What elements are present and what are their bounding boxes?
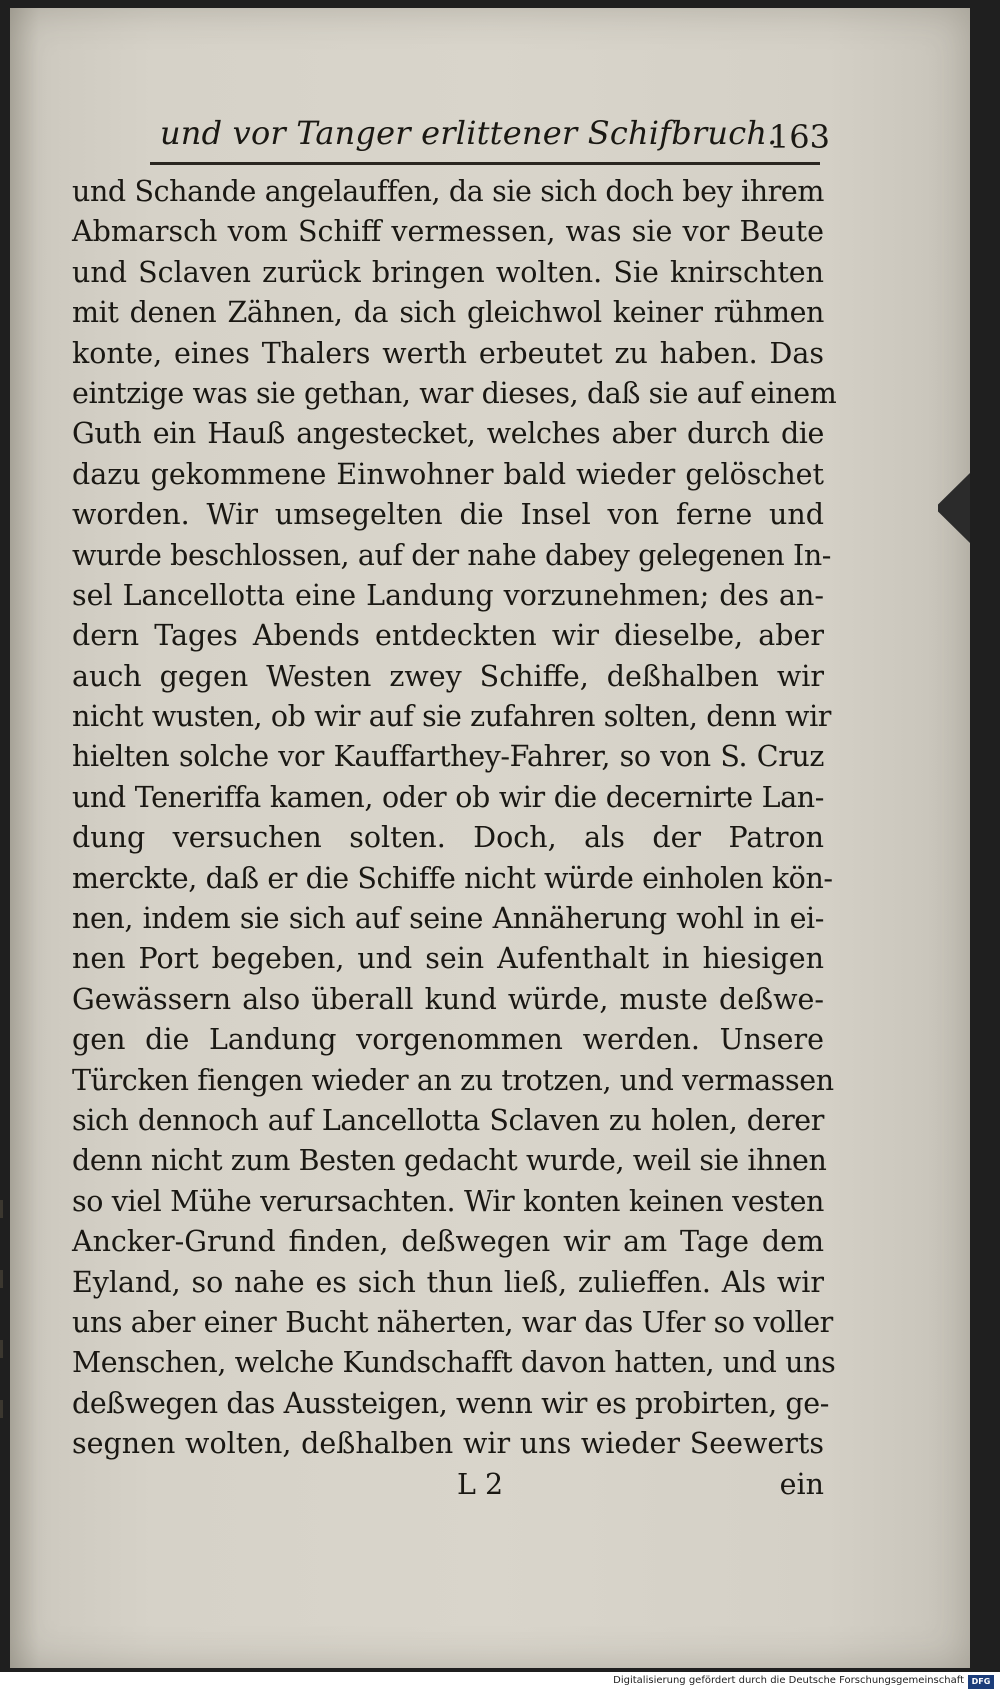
- text-line: sich dennoch auf Lancellotta Sclaven zu holen, derer: [72, 1103, 824, 1137]
- text-line: worden. Wir umsegelten die Insel von ferne und: [72, 498, 824, 532]
- text-line: merckte, daß er die Schiffe nicht würde einholen kön-: [72, 861, 833, 895]
- header-rule: [150, 162, 820, 165]
- text-line: Türcken fiengen wieder an zu trotzen, und vermassen: [72, 1063, 834, 1097]
- text-line: dern Tages Abends entdeckten wir dieselbe, aber: [72, 619, 824, 653]
- text-line: dung versuchen solten. Doch, als der Patron: [72, 821, 824, 855]
- text-line: Guth ein Hauß angestecket, welches aber durch die: [72, 417, 824, 451]
- signature-mark: L 2: [457, 1468, 504, 1501]
- text-line: eintzige was sie gethan, war dieses, daß sie auf einem: [72, 376, 837, 410]
- running-title: und vor Tanger erlittener Schifbruch.: [160, 114, 778, 152]
- text-line: und Sclaven zurück bringen wolten. Sie knirschten: [72, 255, 824, 289]
- page-footer: [72, 1468, 824, 1508]
- text-line: auch gegen Westen zwey Schiffe, deßhalben wir: [72, 659, 824, 693]
- text-line: und Schande angelauffen, da sie sich doch bey ihrem: [72, 175, 824, 208]
- text-line: denn nicht zum Besten gedacht wurde, weil sie ihnen: [72, 1144, 827, 1178]
- text-line: Eyland, so nahe es sich thun ließ, zulieffen. Als wir: [72, 1265, 824, 1299]
- body-text: [72, 172, 837, 1465]
- text-line: segnen wolten, deßhalben wir uns wieder Seewerts: [72, 1427, 824, 1461]
- page-clip-tab: [938, 473, 970, 543]
- text-line: gen die Landung vorgenommen werden. Unsere: [72, 1023, 824, 1057]
- digitization-credit-bar: [0, 1672, 1000, 1693]
- text-line: uns aber einer Bucht näherten, war das Ufer so voller: [72, 1305, 833, 1339]
- catchword: ein: [779, 1468, 824, 1501]
- text-line: nicht wusten, ob wir auf sie zufahren solten, denn wir: [72, 700, 832, 734]
- text-line: Menschen, welche Kundschafft davon hatten, und uns: [72, 1346, 836, 1380]
- text-line: nen Port begeben, und sein Aufenthalt in hiesigen: [72, 942, 824, 976]
- text-line: und Teneriffa kamen, oder ob wir die decernirte Lan-: [72, 780, 824, 814]
- text-line: sel Lancellotta eine Landung vorzunehmen; des an-: [72, 578, 824, 612]
- text-line: hielten solche vor Kauffarthey-Fahrer, so von S. Cruz: [72, 740, 824, 774]
- binding-edge-marks: [0, 1200, 8, 1460]
- credit-text: Digitalisierung gefördert durch die Deutsche Forschungsgemeinschaft: [613, 1675, 964, 1686]
- text-line: dazu gekommene Einwohner bald wieder gelöschet: [72, 457, 824, 491]
- text-line: nen, indem sie sich auf seine Annäherung wohl in ei-: [72, 902, 824, 936]
- text-line: mit denen Zähnen, da sich gleichwol keiner rühmen: [72, 296, 824, 330]
- dfg-logo: DFG: [968, 1675, 994, 1689]
- text-line: so viel Mühe verursachten. Wir konten keinen vesten: [72, 1184, 824, 1218]
- text-line: wurde beschlossen, auf der nahe dabey gelegenen In-: [72, 538, 832, 572]
- text-line: Ancker-Grund finden, deßwegen wir am Tage dem: [72, 1225, 824, 1259]
- page-number: 163: [768, 118, 830, 156]
- text-line: Abmarsch vom Schiff vermessen, was sie vor Beute: [72, 215, 824, 249]
- text-line: deßwegen das Aussteigen, wenn wir es probirten, ge-: [72, 1386, 829, 1420]
- text-line: Gewässern also überall kund würde, muste deßwe-: [72, 982, 824, 1016]
- page-header: [150, 108, 830, 158]
- text-line: konte, eines Thalers werth erbeutet zu haben. Das: [72, 336, 824, 370]
